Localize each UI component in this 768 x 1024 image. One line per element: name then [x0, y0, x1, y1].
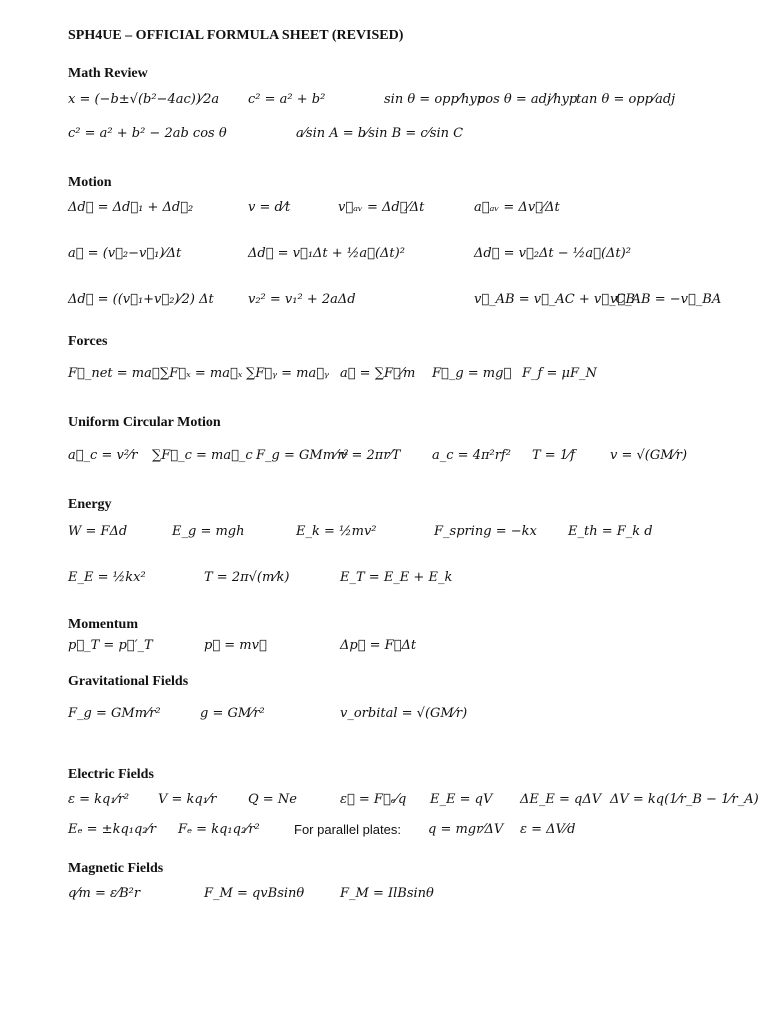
- formula: v⃗ₐᵥ = Δd⃗⁄Δt: [338, 200, 425, 215]
- formula: ∑F⃗ₓ = ma⃗ₓ: [160, 366, 243, 381]
- formula: a⃗_c = v²⁄r: [68, 448, 138, 463]
- formula: q = mgr⁄ΔV: [428, 822, 504, 837]
- formula: W = FΔd: [68, 524, 128, 539]
- formula: v = √(GM⁄r): [610, 448, 688, 463]
- formula: ε = ΔV⁄d: [520, 822, 576, 837]
- formula: v = 2πr⁄T: [340, 448, 401, 463]
- formula: a_c = 4π²rf²: [432, 448, 511, 463]
- formula: a⃗ = ∑F⃗⁄m: [340, 366, 416, 381]
- formula: Δp⃗ = F⃗Δt: [340, 638, 417, 653]
- formula: V = kq₁⁄r: [158, 792, 217, 807]
- formula: ∑F⃗ᵧ = ma⃗ᵧ: [246, 366, 329, 381]
- section-heading-forces: Forces: [68, 334, 108, 349]
- formula: E_k = ½mv²: [296, 524, 377, 539]
- section-heading-momentum: Momentum: [68, 617, 138, 632]
- formula: ΔV = kq(1⁄r_B − 1⁄r_A): [610, 792, 759, 807]
- formula: E_T = E_E + E_k: [340, 570, 453, 585]
- formula: a⃗ = (v⃗₂−v⃗₁)⁄Δt: [68, 246, 182, 261]
- formula: F_g = GMm⁄r²: [68, 706, 161, 721]
- formula: Eₑ = ±kq₁q₂⁄r: [68, 822, 156, 837]
- formula: ε = kq₁⁄r²: [68, 792, 130, 807]
- formula: E_g = mgh: [172, 524, 245, 539]
- formula: Δd⃗ = ((v⃗₁+v⃗₂)⁄2) Δt: [68, 292, 214, 307]
- section-heading-magnetic-fields: Magnetic Fields: [68, 861, 164, 876]
- formula: v⃗_AB = −v⃗_BA: [610, 292, 722, 307]
- formula: x = (−b±√(b²−4ac))⁄2a: [68, 92, 220, 107]
- formula: tan θ = opp⁄adj: [576, 92, 676, 107]
- formula: p⃗_T = p⃗′_T: [68, 638, 153, 653]
- formula: Fₑ = kq₁q₂⁄r²: [178, 822, 260, 837]
- formula: E_E = ½kx²: [68, 570, 146, 585]
- formula: sin θ = opp⁄hyp: [384, 92, 485, 107]
- formula: a⃗ₐᵥ = Δv⃗⁄Δt: [474, 200, 560, 215]
- formula: F⃗_g = mg⃗: [432, 366, 512, 381]
- formula: F_g = GMm⁄r²: [256, 448, 349, 463]
- section-heading-gravitational-fields: Gravitational Fields: [68, 674, 189, 689]
- section-heading-uniform-circular-motion: Uniform Circular Motion: [68, 415, 221, 430]
- formula: F_M = IlBsinθ: [340, 886, 434, 901]
- formula: E_E = qV: [430, 792, 493, 807]
- formula: E_th = F_k d: [568, 524, 653, 539]
- document-title: SPH4UE – OFFICIAL FORMULA SHEET (REVISED): [68, 28, 404, 43]
- formula-label: For parallel plates:: [294, 822, 401, 837]
- formula: v₂² = v₁² + 2aΔd: [248, 292, 356, 307]
- formula: c² = a² + b²: [248, 92, 326, 107]
- formula: cos θ = adj⁄hyp: [478, 92, 578, 107]
- formula: g = GM⁄r²: [200, 706, 265, 721]
- formula: v_orbital = √(GM⁄r): [340, 706, 468, 721]
- formula: c² = a² + b² − 2ab cos θ: [68, 126, 227, 141]
- formula: F_spring = −kx: [434, 524, 537, 539]
- formula: Δd⃗ = Δd⃗₁ + Δd⃗₂: [68, 200, 194, 215]
- formula: Q = Ne: [248, 792, 297, 807]
- formula: ∑F⃗_c = ma⃗_c: [152, 448, 253, 463]
- formula: v = d⁄t: [248, 200, 291, 215]
- formula: F_M = qvBsinθ: [204, 886, 305, 901]
- formula: v⃗_AB = v⃗_AC + v⃗_CB: [474, 292, 636, 307]
- formula: T = 1⁄f: [532, 448, 576, 463]
- formula: ΔE_E = qΔV: [520, 792, 602, 807]
- formula: p⃗ = mv⃗: [204, 638, 267, 653]
- formula: ε⃗ = F⃗ₑ⁄q: [340, 792, 407, 807]
- formula: Δd⃗ = v⃗₂Δt − ½a⃗(Δt)²: [474, 246, 631, 261]
- section-heading-motion: Motion: [68, 175, 112, 190]
- section-heading-math-review: Math Review: [68, 66, 148, 81]
- formula: Δd⃗ = v⃗₁Δt + ½a⃗(Δt)²: [248, 246, 405, 261]
- formula: a⁄sin A = b⁄sin B = c⁄sin C: [296, 126, 464, 141]
- section-heading-electric-fields: Electric Fields: [68, 767, 154, 782]
- formula: F_f = μF_N: [522, 366, 597, 381]
- formula: F⃗_net = ma⃗: [68, 366, 160, 381]
- section-heading-energy: Energy: [68, 497, 112, 512]
- formula: T = 2π√(m⁄k): [204, 570, 290, 585]
- formula: q⁄m = ε⁄B²r: [68, 886, 141, 901]
